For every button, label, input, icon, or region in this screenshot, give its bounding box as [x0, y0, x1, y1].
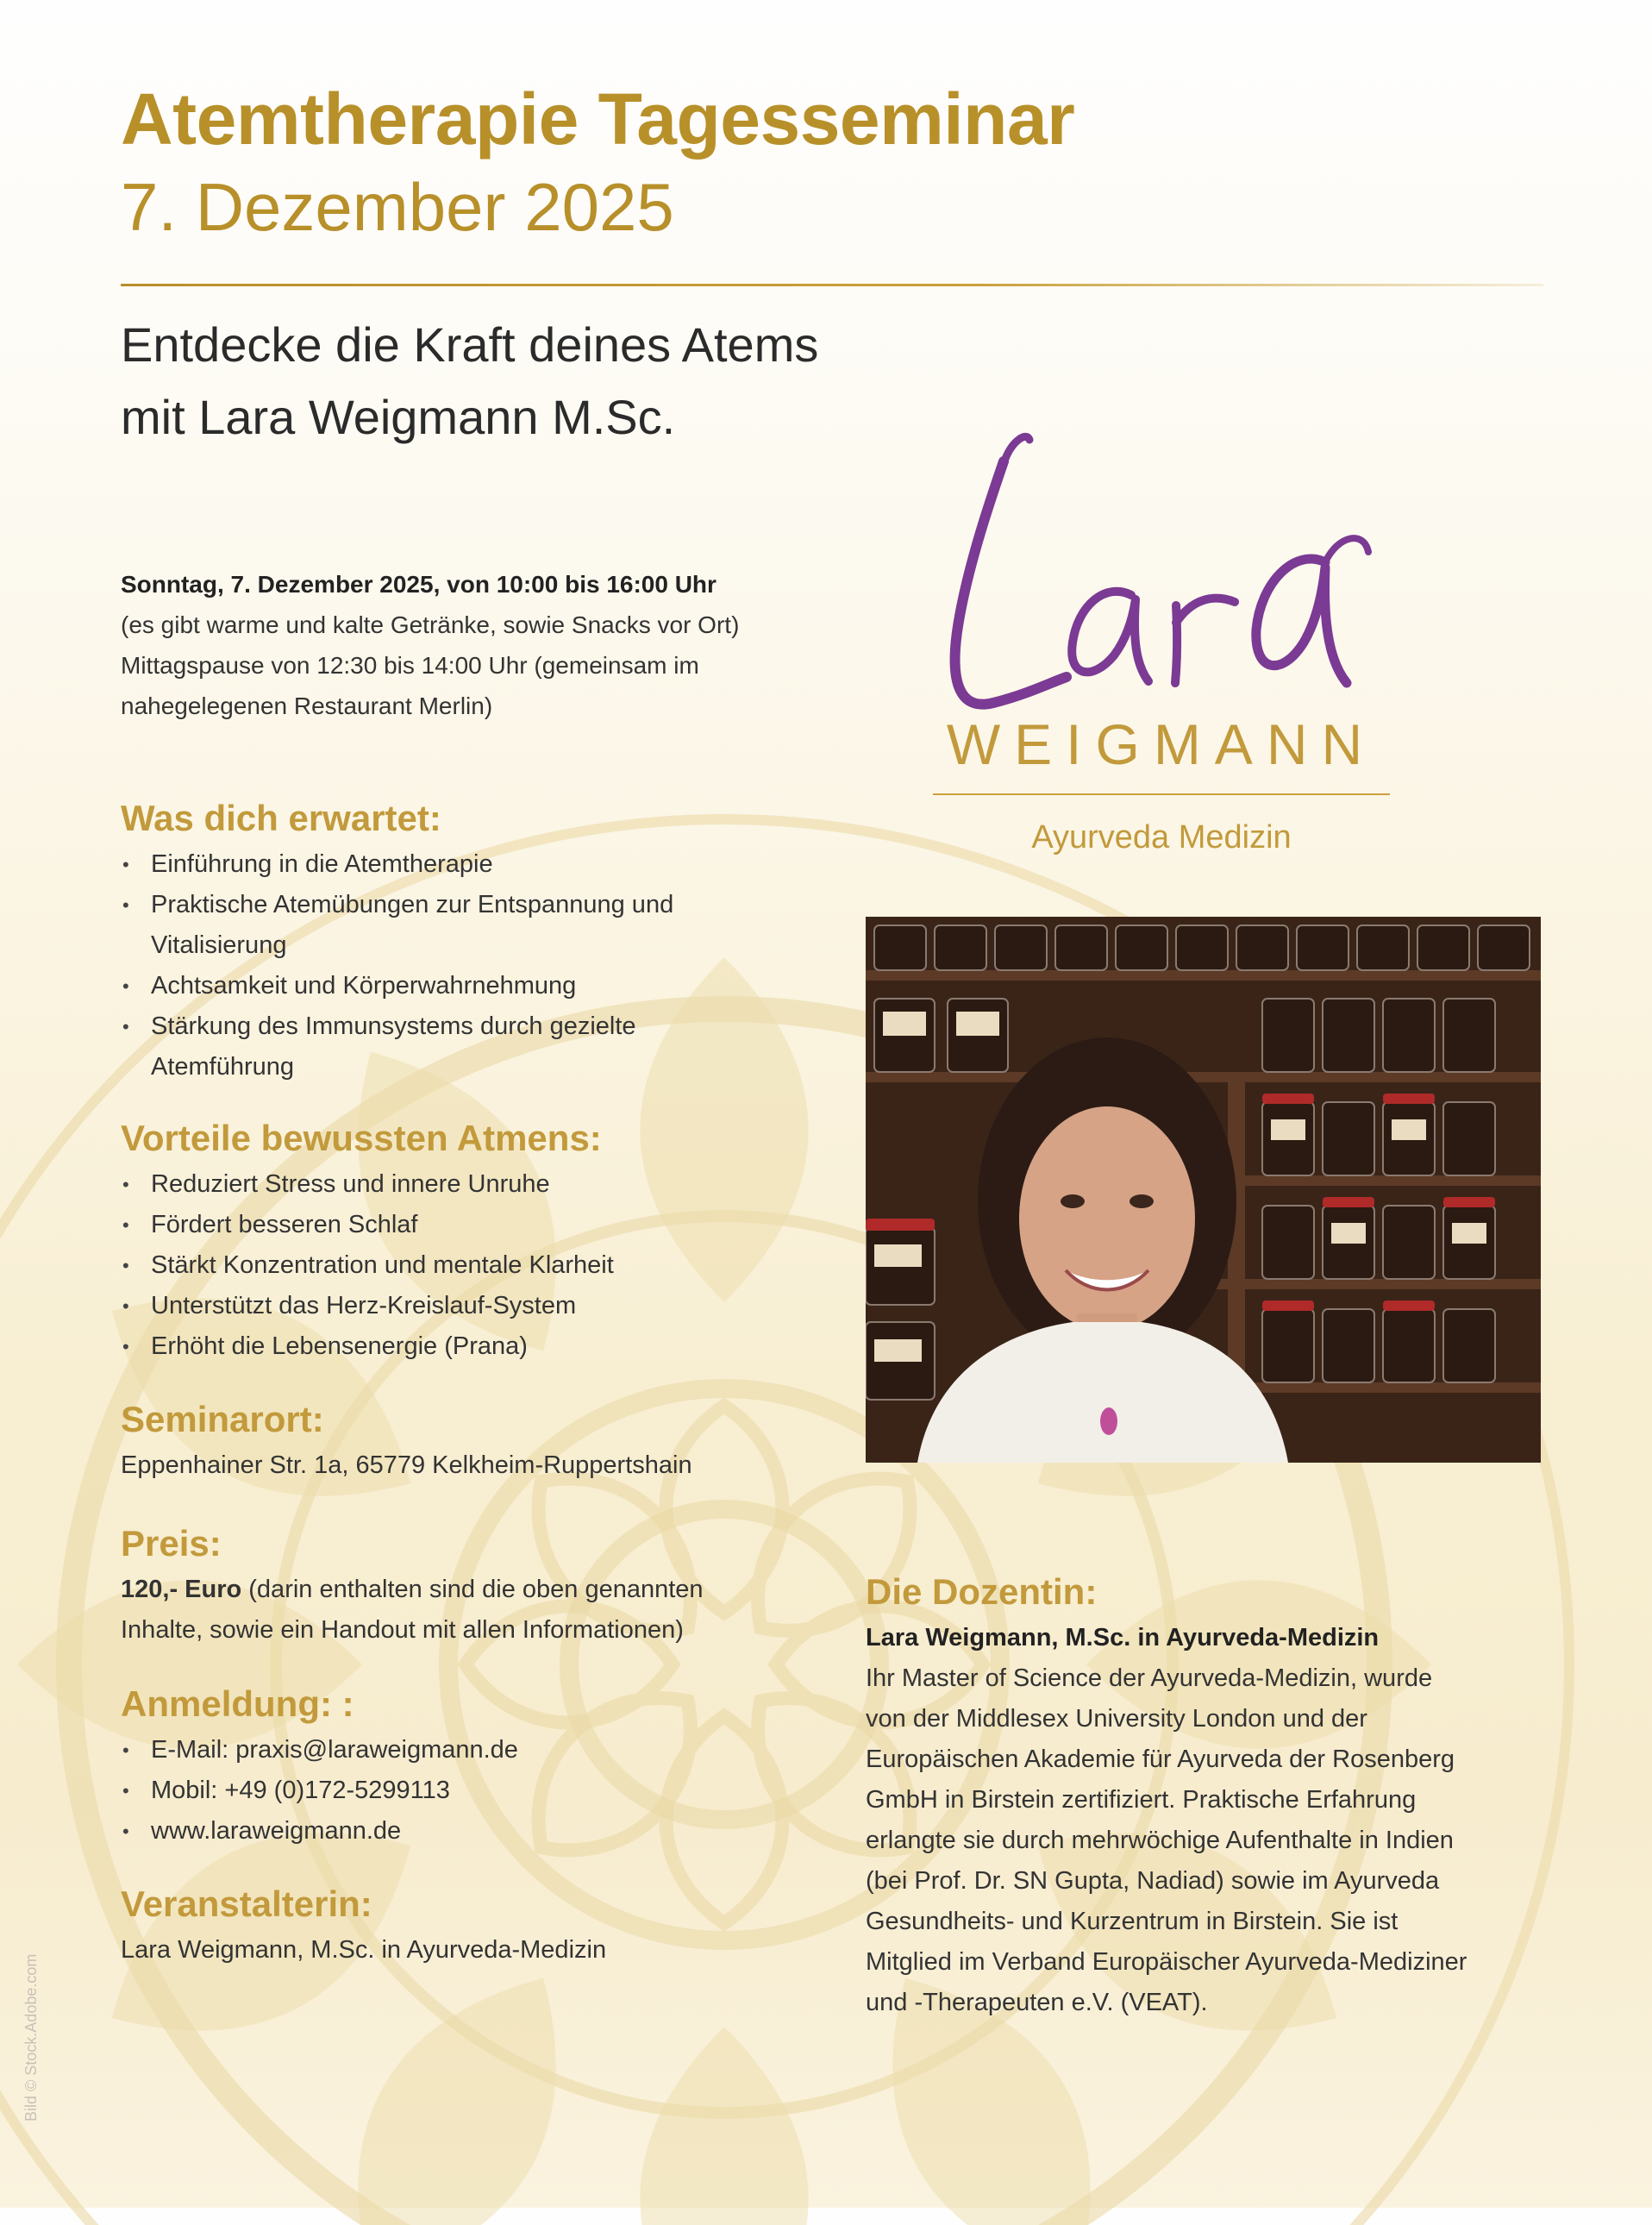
page-title: Atemtherapie Tagesseminar [121, 78, 1075, 160]
organizer-heading: Veranstalterin: [121, 1883, 372, 1924]
bio-line: Gesundheits- und Kurzentrum in Birstein. Sie ist [866, 1908, 1399, 1936]
registration-phone[interactable]: • Mobil: +49 (0)172-5299113 [121, 1771, 518, 1811]
bio-line: GmbH in Birstein zertifiziert. Praktische Erfahrung [866, 1786, 1417, 1814]
registration-website[interactable]: • www.laraweigmann.de [121, 1811, 518, 1852]
list-item: • Praktische Atemübungen zur Entspannung und Vitalisierung [121, 885, 742, 966]
list-item: • Einführung in die Atemtherapie [121, 844, 742, 885]
event-date: 7. Dezember 2025 [121, 169, 674, 245]
expect-list [121, 844, 742, 1087]
expect-heading: Was dich erwartet: [121, 798, 441, 838]
registration-list [121, 1730, 518, 1852]
lecturer-heading: Die Dozentin: [866, 1571, 1098, 1612]
list-item: • Reduziert Stress und innere Unruhe [121, 1164, 776, 1205]
lara-logo-script [933, 379, 1399, 880]
venue-address: Eppenhainer Str. 1a, 65779 Kelkheim-Ruppertshain [121, 1451, 692, 1480]
organizer-name: Lara Weigmann, M.Sc. in Ayurveda-Medizin [121, 1936, 607, 1965]
price-desc-line-2: Inhalte, sowie ein Handout mit allen Informationen) [121, 1616, 684, 1645]
event-time: Sonntag, 7. Dezember 2025, von 10:00 bis 16:00 Uhr [121, 571, 716, 598]
price-desc-line-1: (darin enthalten sind die oben genannten [241, 1576, 704, 1604]
price-heading: Preis: [121, 1523, 222, 1564]
price-section [121, 1523, 704, 1651]
list-item: • Erhöht die Lebensenergie (Prana) [121, 1326, 776, 1367]
venue-section [121, 1399, 692, 1486]
registration-section [121, 1683, 518, 1852]
venue-heading: Seminarort: [121, 1399, 324, 1439]
list-item: • Stärkung des Immunsystems durch gezielte Atemführung [121, 1006, 742, 1087]
logo-divider [933, 793, 1390, 795]
list-item: • Stärkt Konzentration und mentale Klarheit [121, 1245, 776, 1286]
event-info [121, 564, 739, 726]
event-lunch-line-2: nahegelegenen Restaurant Merlin) [121, 693, 493, 719]
lecturer-name: Lara Weigmann, M.Sc. in Ayurveda-Medizin [866, 1624, 1380, 1652]
logo-tagline: Ayurveda Medizin [1031, 819, 1292, 856]
bio-line: (bei Prof. Dr. SN Gupta, Nadiad) sowie im Ayurveda [866, 1867, 1440, 1896]
bio-line: Europäischen Akademie für Ayurveda der Rosenberg [866, 1746, 1455, 1774]
price-text [121, 1570, 704, 1651]
list-item: • Unterstützt das Herz-Kreislauf-System [121, 1286, 776, 1326]
subtitle [121, 309, 818, 454]
header-divider [121, 284, 1543, 286]
bio-line: Ihr Master of Science der Ayurveda-Medizin, wurde [866, 1664, 1433, 1693]
benefits-section [121, 1118, 776, 1367]
lecturer-section [866, 1571, 1547, 2023]
bio-line: erlangte sie durch mehrwöchige Aufenthalte in Indien [866, 1827, 1454, 1855]
lecturer-photo [866, 917, 1541, 1463]
bio-line: Mitglied im Verband Europäischer Ayurveda-Mediziner [866, 1948, 1467, 1977]
list-item: • Fördert besseren Schlaf [121, 1205, 776, 1245]
registration-heading: Anmeldung: : [121, 1683, 354, 1724]
lecturer-text [866, 1618, 1547, 2023]
logo-weigmann: WEIGMANN [946, 712, 1377, 776]
image-credit [17, 1923, 43, 2208]
event-drinks: (es gibt warme und kalte Getränke, sowie Snacks vor Ort) [121, 611, 740, 638]
benefits-heading: Vorteile bewussten Atmens: [121, 1118, 602, 1158]
image-credit-text: Bild © Stock.Adobe.com [22, 1953, 40, 2122]
list-item: • Achtsamkeit und Körperwahrnehmung [121, 966, 742, 1006]
registration-email[interactable]: • E-Mail: praxis@laraweigmann.de [121, 1730, 518, 1771]
event-lunch-line-1: Mittagspause von 12:30 bis 14:00 Uhr (gemeinsam im [121, 652, 699, 679]
price-amount: 120,- Euro [121, 1576, 242, 1604]
expect-section [121, 798, 742, 1087]
benefits-list [121, 1164, 776, 1367]
subtitle-line-2: mit Lara Weigmann M.Sc. [121, 390, 676, 444]
organizer-section [121, 1883, 606, 1971]
bio-line: von der Middlesex University London und der [866, 1705, 1367, 1733]
bio-line: und -Therapeuten e.V. (VEAT). [866, 1989, 1208, 2017]
subtitle-line-1: Entdecke die Kraft deines Atems [121, 317, 819, 372]
